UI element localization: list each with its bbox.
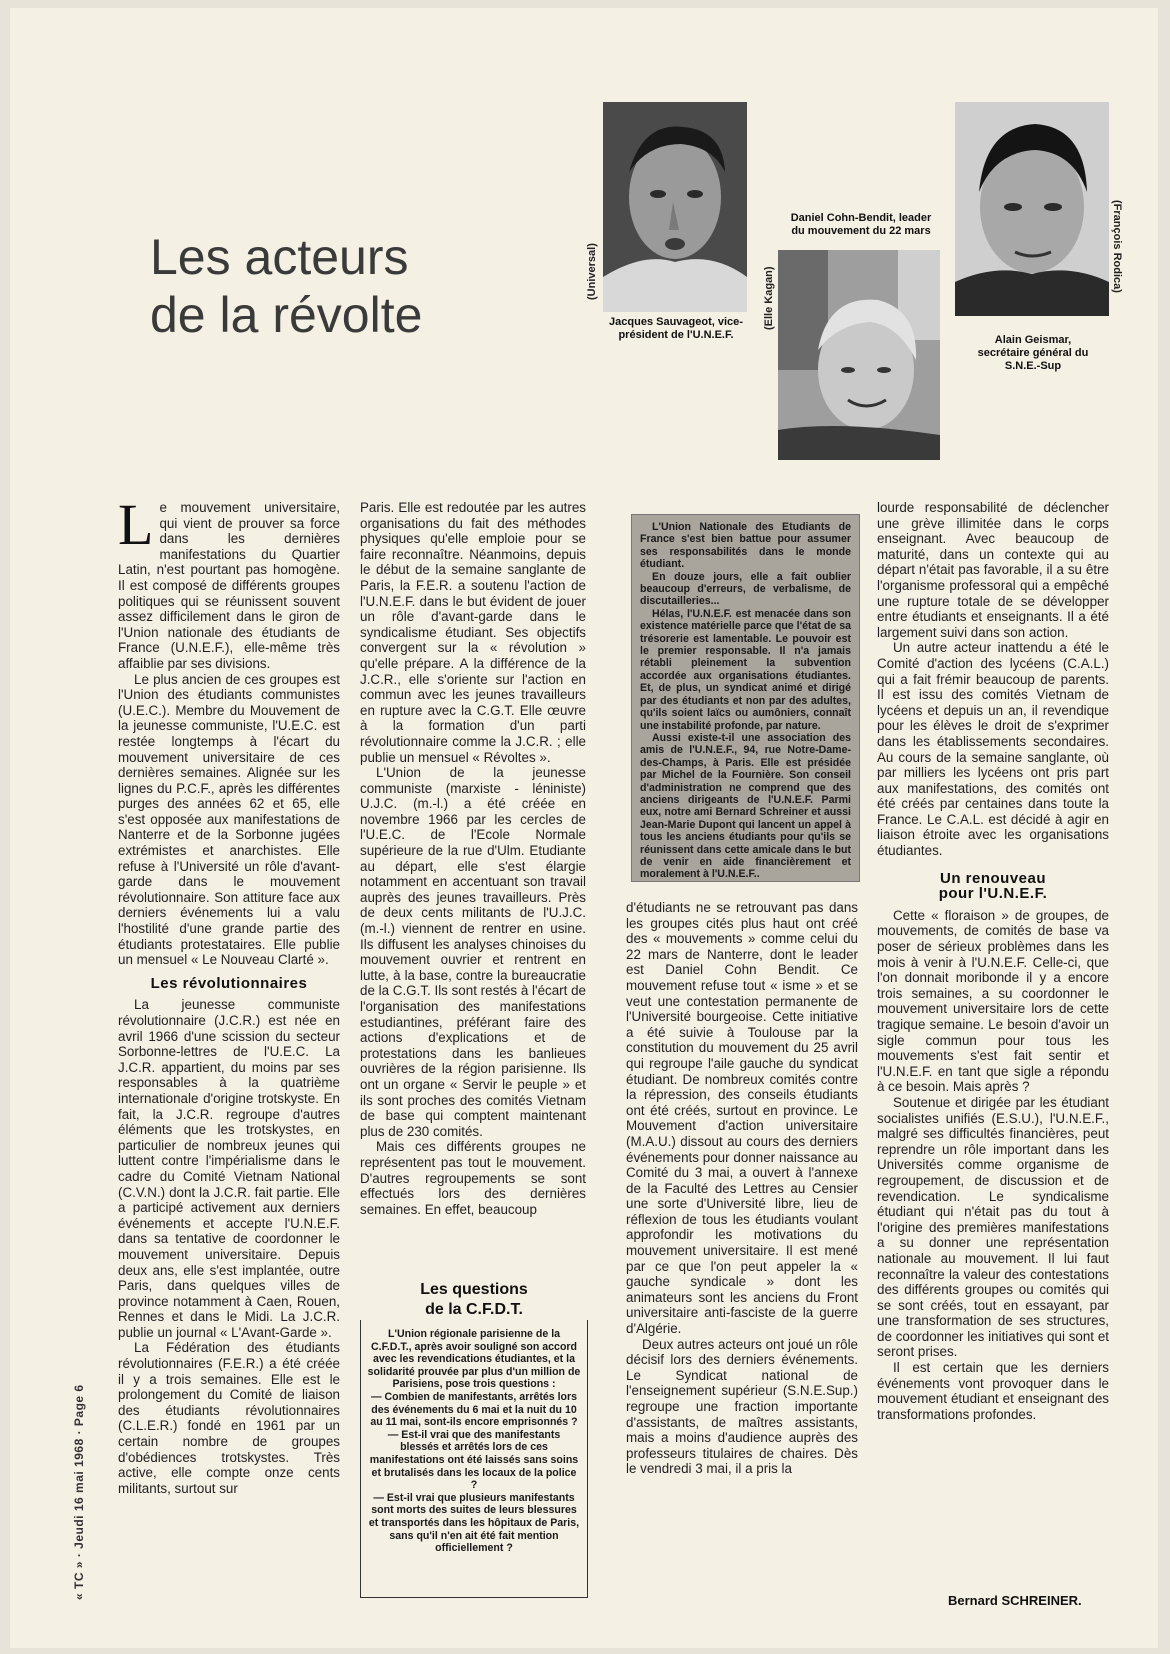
author-signature: Bernard SCHREINER. [948, 1593, 1082, 1608]
paragraph: Mais ces différents groupes ne représentent pas tout le mouvement. D'autres regroupements se sont effectués lors des dernières semaines. En effet, beaucoup [360, 1139, 586, 1217]
box-paragraph: Hélas, l'U.N.E.F. est menacée dans son existence matérielle parce que l'état de sa trésorerie est lamentable. Le pouvoir est le premier responsable. Il n'a jamais rétabli pleinement la subvention accordée aux organisations étudiantes. Et, de plus, un syndicat animé et dirigé par des étudiants et non par des adultes, qu'ils soient laïcs ou aumôniers, connaît une instabilité profonde, par nature. [640, 607, 851, 732]
title-line-2: de la révolte [150, 287, 423, 343]
paragraph: Un autre acteur inattendu a été le Comité d'action des lycéens (C.A.L.) qui a fait frémir beaucoup de parents. Il est issu des comités Vietnam de lycéens et depuis un an, il revendique pour les élèves le droit de s'exprimer dans les établissements secondaires. Au cours de la semaine sanglante, où par milliers les lycéens ont pris part aux manifestations, des comités ont été créés par centaines dans toute la France. Le C.A.L. est décidé à agir en liaison étroite avec les organisations étudiantes. [877, 640, 1109, 859]
paragraph: Le plus ancien de ces groupes est l'Union des étudiants communistes (U.E.C.). Membre du Mouvement de la jeunesse communiste, l'U.E.C. est restée longtemps à l'écart du mouvement universitaire de ces dernières semaines. Alignée sur les lignes du P.C.F., après les différentes purges des années 62 et 65, elle s'est opposée aux manifestations de Nanterre et de la Sorbonne jugées extrémistes et anarchistes. Elle refuse à l'Université un rôle d'avant-garde dans le mouvement révolutionnaire. Son attiture face aux derniers événements lui a valu l'hostilité d'une grande partie des étudiants protestataires. Elle publie un mensuel « Le Nouveau Clarté ». [118, 671, 340, 968]
photo-caption-sauvageot: Jacques Sauvageot, vice-président de l'U.N.E.F. [609, 316, 743, 341]
column-2 [360, 500, 586, 1217]
column-4 [877, 500, 1109, 1422]
subhead-revolutionnaires: Les révolutionnaires [150, 974, 308, 992]
paragraph: L'Union de la jeunesse communiste (marxiste - léniniste) U.J.C. (m.-l.) a été créée en novembre 1966 par les cercles de l'U.E.C. de l'Ecole Normale supérieure de la rue d'Ulm. Etudiante au départ, elle s'est élargie notamment en accentuant son travail auprès des jeunes travailleurs. Près de deux cents militants de l'U.J.C. (m.-l.) viennent de rentrer en usine. Ils diffusent les analyses chinoises du mouvement ouvrier et rentrent en lutte, à la base, contre la bureaucratie de la C.G.T. Ils sont restés à l'écart de l'organisation des manifestations estudiantines, préférant faire des actions d'explications et de protestations dans les banlieues ouvrières de la région parisienne. Ils ont un organe « Servir le peuple » et ils sont proches des comités Vietnam de base qui comptent maintenant plus de 230 comités. [360, 765, 586, 1139]
paragraph: Deux autres acteurs ont joué un rôle décisif lors des derniers événements. Le Syndicat national de l'enseignement supérieur (S.N.E.Sup.) regroupe une fraction importante d'assistants, de maîtres assistants, mais a moins d'audience auprès des professeurs titulaires de chaires. Dès le vendredi 3 mai, il a pris la [626, 1336, 858, 1477]
paragraph: Paris. Elle est redoutée par les autres organisations du fait des méthodes physiques qu'elle emploie pour se faire reconnaître. Néanmoins, depuis le début de la semaine sanglante de Paris, la F.E.R. a soutenu l'action de l'U.N.E.F. dans le but évident de jouer un rôle d'avant-garde dans le syndicalisme étudiant. Ses objectifs convergent sur la « révolution » qu'elle prépare. A la différence de la J.C.R., elle s'oriente sur l'action en commun avec les jeunes travailleurs en rupture avec la C.G.T. Elle œuvre à la formation d'un parti révolutionnaire comme la J.C.R. ; elle publie un mensuel « Révoltes ». [360, 500, 586, 765]
dropcap: L [118, 492, 154, 557]
photo-caption-geismar: Alain Geismar, secrétaire général du S.N.E.-Sup [977, 334, 1089, 372]
paragraph: lourde responsabilité de déclencher une grève illimitée dans le corps enseignant. Avec beaucoup de maturité, dans un contexte qui au départ n'était pas favorable, il a su être l'organisme professoral qui a empêché une rupture totale de se développer entre étudiants et enseignants. Il a été largement suivi dans son action. [877, 500, 1109, 640]
column-3 [626, 900, 858, 1477]
photo-cohn-bendit [778, 250, 940, 460]
photo-credit-elle-kagan: (Elle Kagan) [763, 266, 775, 330]
lead-paragraph: Le mouvement universitaire, qui vient de prouver sa force dans les dernières manifestations du Quartier Latin, n'est pourtant pas homogène. Il est composé de différents groupes politiques qui se réunissent souvent assez difficilement dans le giron de l'Union nationale des étudiants de France (U.N.E.F.), elle-même très affaiblie par ses divisions. [118, 492, 340, 671]
box-paragraph: En douze jours, elle a fait oublier beaucoup d'erreurs, de verbalisme, de discutailleries... [640, 570, 851, 608]
photo-geismar [955, 102, 1109, 316]
paragraph: La jeunesse communiste révolutionnaire (J.C.R.) est née en avril 1966 d'une scission du secteur Sorbonne-lettres de l'U.E.C. La J.C.R. appartient, du moins par ses responsables à la quatrième internationale d'origine trotskyste. En fait, la J.C.R. regroupe d'autres éléments que les trotskystes, en particulier de nombreux jeunes qui luttent contre l'impérialisme dans le cadre du Comité Vietnam National (C.V.N.) dont la J.C.R. fait partie. Elle a participé activement aux derniers événements et accepte l'U.N.E.F. dans sa tentative de coordonner le mouvement universitaire. Depuis deux ans, elle s'est implantée, outre Paris, dans quelques villes de province notamment à Caen, Rouen, Rennes et dans le Midi. La J.C.R. publie un journal « L'Avant-Garde ». [118, 997, 340, 1340]
page-margin-label: « TC » · Jeudi 16 mai 1968 · Page 6 [72, 1384, 86, 1600]
photo-credit-universal: (Universal) [586, 243, 598, 300]
paragraph: Cette « floraison » de groupes, de mouvements, de comités de base va poser de sérieux problèmes dans les mois à venir à l'U.N.E.F. Celle-ci, que l'on donnait moribonde il y a encore trois semaines, a su coordonner le mouvement universitaire lors de cette tragique semaine. Le besoin d'avoir un sigle commun pour tous les mouvements s'est fait sentir et l'U.N.E.F. en tant que sigle a répondu à ce besoin. Mais après ? [877, 907, 1109, 1095]
paragraph: La Fédération des étudiants révolutionnaires (F.E.R.) a été créée il y a trois semaines. Elle est le prolongement du Comité de liaison des étudiants révolutionnaires (C.L.E.R.) fondé en 1961 par un certain nombre de groupes d'obédiences trotskystes. Très active, elle compte onze cents militants, surtout sur [118, 1340, 340, 1496]
column-1 [118, 492, 340, 1496]
paragraph: Il est certain que les derniers événements vont provoquer dans le mouvement étudiant et enseignant des transformations profondes. [877, 1360, 1109, 1422]
cfdt-body: L'Union régionale parisienne de la C.F.D.T., après avoir souligné son accord avec les revendications étudiantes, et la solidarité prouvée par plus d'un million de Parisiens, pose trois questions : — Combien de manifestants, arrêtés lors des événements du 6 mai et la nuit du 10 au 11 mai, sont-ils encore emprisonnés ? — Est-il vrai que des manifestants blessés et arrêtés lors de ces manifestations ont été laissés sans soins et brutalisés dans les locaux de la police ? — Est-il vrai que plusieurs manifestants sont morts des suites de leurs blessures et transportés dans les hôpitaux de Paris, sans qu'il n'en ait été fait mention officiellement ? [367, 1328, 581, 1555]
photo-sauvageot [603, 102, 747, 312]
paragraph: Soutenue et dirigée par les étudiant socialistes unifiés (E.S.U.), l'U.N.E.F., malgré ses difficultés financières, peut reprendre un rôle important dans les Universités comme organisme de regroupement, de discussion et de revendication. Le syndicalisme étudiant qui n'était pas du tout à l'origine des premières manifestations a su donner une représentation nationale au mouvement. Il lui faut reconnaître la valeur des contestations des différents groupes ou comités qui se sont créés, tout en essayant, par une transformation de ses structures, de coordonner les initiatives qui sont et seront prises. [877, 1094, 1109, 1360]
box-paragraph: L'Union Nationale des Etudiants de France s'est bien battue pour assumer ses responsabilités dans le monde étudiant. [640, 521, 851, 571]
cfdt-title: Les questions de la C.F.D.T. [359, 1280, 589, 1320]
title-line-1: Les acteurs [150, 229, 409, 285]
photo-credit-rodica: (François Rodica) [1111, 200, 1123, 293]
unef-box [631, 514, 860, 882]
subhead-renouveau: Un renouveau pour l'U.N.E.F. [938, 869, 1048, 903]
photo-caption-cohn-bendit: Daniel Cohn-Bendit, leader du mouvement du 22 mars [790, 212, 932, 237]
cfdt-box [360, 1281, 588, 1598]
box-paragraph: Aussi existe-t-il une association des amis de l'U.N.E.F., 94, rue Notre-Dame-des-Champs, à Paris. Elle est présidée par Michel de la Fournière. Son conseil d'administration ne comprend que des anciens dirigeants de l'U.N.E.F. Parmi eux, notre ami Bernard Schreiner et aussi Jean-Marie Dupont qui lancent un appel à tous les anciens étudiants pour qu'ils se réunissent dans cette amicale dans le but de venir en aide financièrement et moralement à l'U.N.E.F.. [640, 731, 851, 881]
article-title [150, 228, 422, 344]
paragraph: d'étudiants ne se retrouvant pas dans les groupes cités plus haut ont créé des « mouvements » comme celui du 22 mars de Nanterre, dont le leader est Daniel Cohn Bendit. Ce mouvement refuse tout « isme » et se veut une contestation permanente de l'Université bourgeoise. Cette initiative a été suivie à Toulouse par la constitution du mouvement du 25 avril qui regroupe l'aile gauche du syndicat étudiant. De nombreux comités contre la répression, des conseils étudiants ont été créés, surtout en province. Le Mouvement d'action universitaire (M.A.U.) dissout au cours des derniers événements pour donner naissance au Comité du 3 mai, a ouvert à l'annexe de la Faculté des Lettres au Censier une sorte d'Université libre, lieu de réflexion de tous les étudiants voulant approfondir les motivations du mouvement universitaire. Il est mené par ce que l'on peut appeler la « gauche syndicale » dont les animateurs sont les anciens du Front universitaire anti-fasciste de la guerre d'Algérie. [626, 900, 858, 1337]
